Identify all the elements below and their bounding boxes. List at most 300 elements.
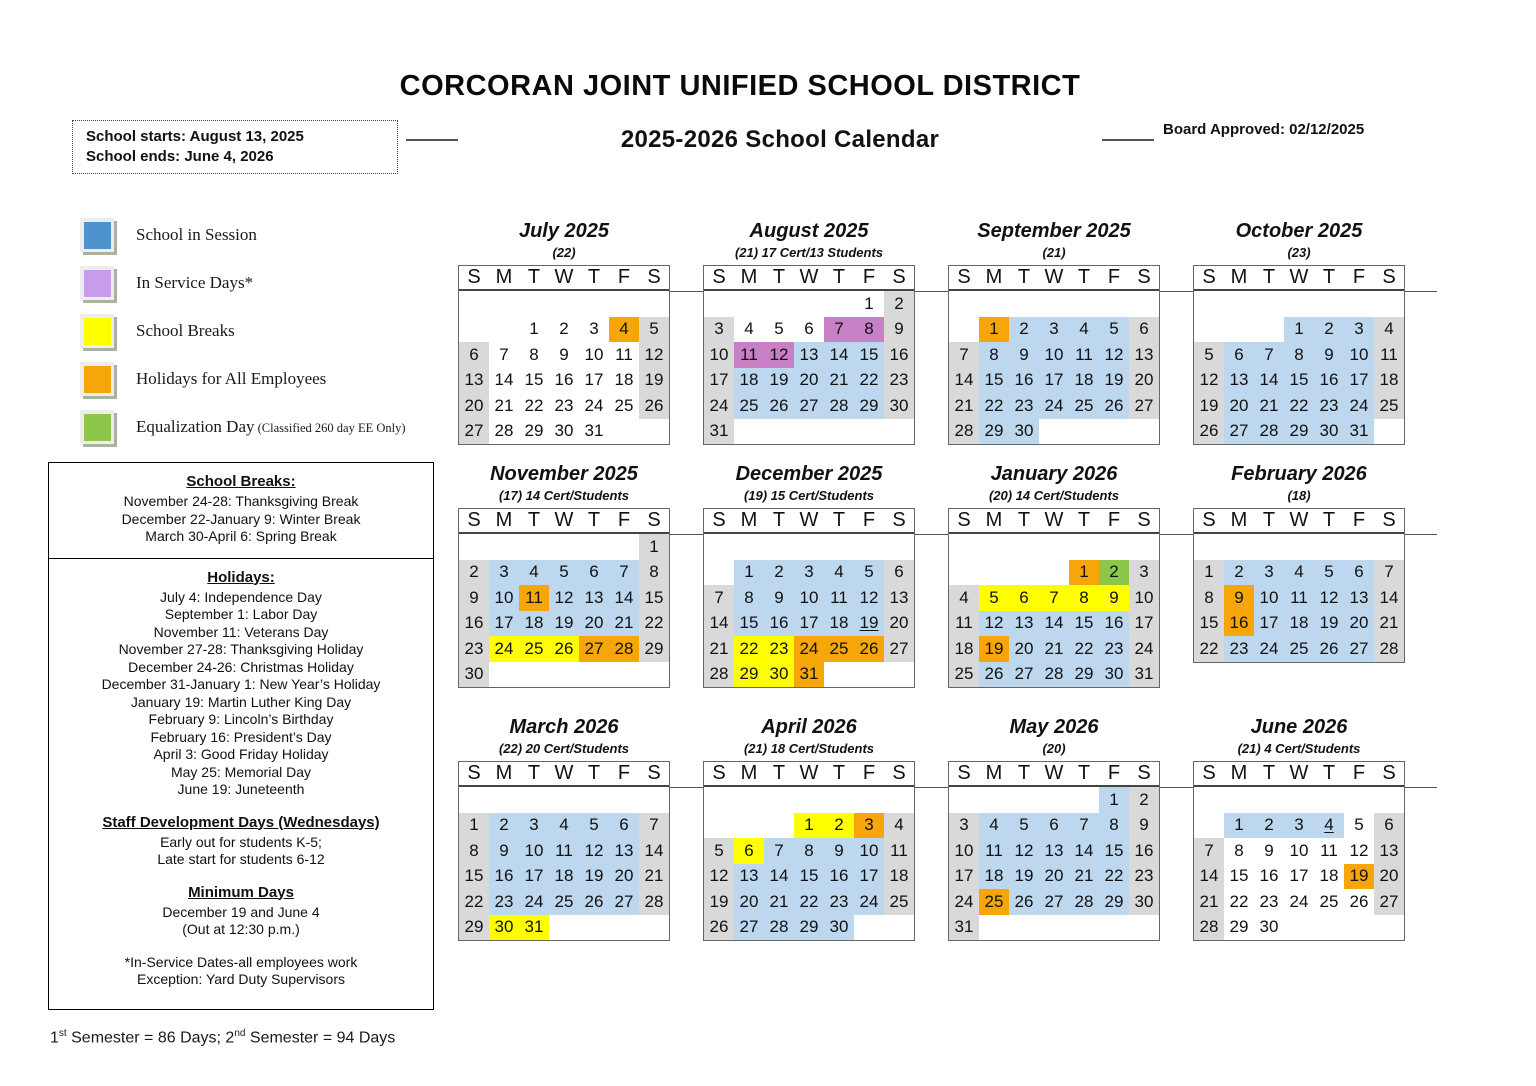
empty-cell [519,787,549,813]
week-row [949,291,1159,317]
week-row [704,393,914,419]
empty-cell [1224,787,1254,813]
day-cell: 4 [1284,560,1314,586]
day-cell: 19 [1344,864,1374,890]
minimum-days-list [55,904,427,939]
week-row [704,636,914,662]
day-cell: 2 [1314,317,1344,343]
month-table [1193,265,1405,445]
empty-cell [734,419,764,445]
day-cell: 23 [489,889,519,915]
day-cell: 3 [519,813,549,839]
month-march-2026 [458,714,670,941]
day-cell: 19 [1314,611,1344,637]
school-breaks-list [55,493,427,546]
empty-cell [1374,419,1404,445]
day-cell: 20 [609,864,639,890]
holiday-item: January 19: Martin Luther King Day [130,693,352,710]
day-cell: 28 [1194,915,1224,941]
minimum-days-block [55,884,427,939]
empty-cell [1314,534,1344,560]
week-row [1194,291,1404,317]
empty-cell [1069,915,1099,941]
day-cell: 17 [1039,368,1069,394]
week-row [704,342,914,368]
day-header: T [1314,509,1344,534]
day-cell: 6 [884,560,914,586]
week-row [1194,560,1404,586]
empty-cell [459,317,489,343]
day-cell: 11 [519,585,549,611]
month-table [703,508,915,688]
week-row [949,813,1159,839]
week-row [459,889,669,915]
day-cell: 4 [824,560,854,586]
day-cell: 14 [489,368,519,394]
empty-cell [549,915,579,941]
legend-label: School in Session [136,225,257,244]
day-cell: 9 [884,317,914,343]
day-cell: 11 [609,342,639,368]
day-header: W [1284,509,1314,534]
day-header: W [794,266,824,291]
day-cell: 28 [1039,662,1069,688]
day-cell: 23 [1099,636,1129,662]
day-cell: 31 [519,915,549,941]
week-row [704,291,914,317]
week-row [704,787,914,813]
day-cell: 9 [1009,342,1039,368]
day-cell: 6 [794,317,824,343]
school-breaks-section [49,463,433,559]
empty-cell [764,291,794,317]
week-row [949,611,1159,637]
week-row [704,611,914,637]
day-cell: 23 [459,636,489,662]
day-cell: 20 [579,611,609,637]
day-header: T [1314,266,1344,291]
staff-development-heading: Staff Development Days (Wednesdays) [102,813,380,831]
day-cell: 1 [1284,317,1314,343]
day-cell: 24 [1284,889,1314,915]
empty-cell [1129,915,1159,941]
day-cell: 26 [549,636,579,662]
week-row [459,585,669,611]
empty-cell [824,662,854,688]
empty-cell [704,534,734,560]
day-cell: 8 [1224,838,1254,864]
day-cell: 29 [639,636,669,662]
empty-cell [884,787,914,813]
footnote-line: *In-Service Dates-all employees work [124,953,358,970]
title-dash-left [406,139,458,141]
day-cell: 11 [1314,838,1344,864]
day-cell: 25 [519,636,549,662]
day-cell: 14 [1194,864,1224,890]
day-cell: 25 [824,636,854,662]
day-cell: 8 [1069,585,1099,611]
day-cell: 30 [764,662,794,688]
day-cell: 30 [459,662,489,688]
legend-item-holidays [80,362,440,396]
day-cell: 8 [794,838,824,864]
day-cell: 14 [609,585,639,611]
empty-cell [1099,534,1129,560]
empty-cell [489,662,519,688]
day-cell: 22 [639,611,669,637]
day-cell: 26 [1344,889,1374,915]
day-cell: 26 [979,662,1009,688]
day-cell: 28 [1374,636,1404,662]
day-cell: 14 [1039,611,1069,637]
empty-cell [1224,317,1254,343]
day-cell: 30 [824,915,854,941]
day-cell: 4 [734,317,764,343]
day-cell: 31 [579,419,609,445]
month-title: August 2025 [749,220,869,242]
day-cell: 17 [519,864,549,890]
day-cell: 4 [884,813,914,839]
holidays-heading: Holidays: [207,568,275,586]
day-cell: 15 [734,611,764,637]
day-header: T [579,509,609,534]
equalization-day-color [84,414,111,441]
day-header: S [704,509,734,534]
month-title: October 2025 [1235,220,1363,242]
day-header: M [979,266,1009,291]
day-cell: 28 [764,915,794,941]
day-cell: 28 [1069,889,1099,915]
month-title: September 2025 [977,220,1131,242]
day-header: T [1069,266,1099,291]
day-header: T [764,509,794,534]
day-cell: 21 [639,864,669,890]
day-cell: 9 [1129,813,1159,839]
day-cell: 14 [1069,838,1099,864]
day-header: S [639,509,669,534]
day-cell: 29 [519,419,549,445]
day-cell: 25 [609,393,639,419]
months-row [458,461,1405,688]
day-cell: 28 [949,419,979,445]
week-row [704,419,914,445]
day-cell: 28 [489,419,519,445]
day-cell: 2 [1009,317,1039,343]
month-title: May 2026 [1009,716,1099,738]
day-cell: 24 [1344,393,1374,419]
day-cell: 16 [1224,611,1254,637]
day-cell: 4 [1374,317,1404,343]
equalization-day-swatch [80,410,114,444]
holiday-item: September 1: Labor Day [164,606,318,622]
week-row [704,534,914,560]
empty-cell [609,787,639,813]
day-cell: 29 [1224,915,1254,941]
day-cell: 2 [1254,813,1284,839]
day-cell: 6 [1374,813,1404,839]
empty-cell [734,813,764,839]
day-cell: 11 [1284,585,1314,611]
school-break-item: December 22-January 9: Winter Break [121,510,361,527]
day-cell: 1 [979,317,1009,343]
day-header: F [1099,762,1129,787]
school-breaks-heading: School Breaks: [186,473,296,490]
empty-cell [824,291,854,317]
day-cell: 16 [549,368,579,394]
empty-cell [519,662,549,688]
day-cell: 1 [1069,560,1099,586]
day-cell: 22 [519,393,549,419]
empty-cell [1284,787,1314,813]
day-header: W [794,762,824,787]
empty-cell [579,787,609,813]
empty-cell [979,291,1009,317]
empty-cell [579,291,609,317]
day-cell: 9 [1254,838,1284,864]
day-cell: 11 [1069,342,1099,368]
day-cell: 30 [549,419,579,445]
day-cell: 29 [979,419,1009,445]
day-header: F [854,509,884,534]
month-title: March 2026 [509,716,619,738]
day-cell: 10 [1344,342,1374,368]
week-row [1194,915,1404,941]
day-cell: 12 [854,585,884,611]
day-cell: 23 [1129,864,1159,890]
day-header: S [1129,509,1159,534]
day-cell: 25 [1374,393,1404,419]
day-cell: 8 [854,317,884,343]
empty-cell [1039,560,1069,586]
empty-cell [1284,915,1314,941]
school-ends: School ends: June 4, 2026 [86,148,274,165]
empty-cell [704,787,734,813]
empty-cell [1129,419,1159,445]
day-cell: 24 [794,636,824,662]
day-cell: 29 [1069,662,1099,688]
school-break-item: March 30-April 6: Spring Break [145,528,337,544]
day-cell: 25 [1284,636,1314,662]
day-header: M [489,509,519,534]
day-cell: 1 [1224,813,1254,839]
day-cell: 16 [824,864,854,890]
day-cell: 31 [949,915,979,941]
week-row [1194,317,1404,343]
day-cell: 9 [1314,342,1344,368]
day-cell: 11 [979,838,1009,864]
day-cell: 21 [1374,611,1404,637]
month-subtitle: (18) [1287,488,1311,503]
day-header: S [884,762,914,787]
empty-cell [609,291,639,317]
school-starts: School starts: August 13, 2025 [86,128,304,145]
day-cell: 16 [489,864,519,890]
day-cell: 9 [764,585,794,611]
holiday-item: April 3: Good Friday Holiday [153,746,329,762]
day-cell: 20 [1374,864,1404,890]
day-header: T [519,266,549,291]
empty-cell [704,813,734,839]
empty-cell [764,787,794,813]
day-cell: 31 [794,662,824,688]
day-cell: 30 [1254,915,1284,941]
day-header: T [824,266,854,291]
empty-cell [734,534,764,560]
day-cell: 31 [1344,419,1374,445]
day-header: T [579,266,609,291]
week-row [1194,611,1404,637]
day-cell: 12 [1099,342,1129,368]
day-cell: 7 [1194,838,1224,864]
day-cell: 18 [519,611,549,637]
day-cell: 6 [1009,585,1039,611]
week-row [459,368,669,394]
week-row [1194,368,1404,394]
calendar-title: 2025-2026 School Calendar [620,126,940,153]
day-cell: 28 [639,889,669,915]
day-cell: 9 [459,585,489,611]
day-cell: 30 [1099,662,1129,688]
day-cell: 7 [949,342,979,368]
day-cell: 20 [794,368,824,394]
week-row [949,838,1159,864]
empty-cell [1314,291,1344,317]
day-cell: 21 [949,393,979,419]
day-cell: 19 [764,368,794,394]
day-cell: 25 [734,393,764,419]
day-header: S [1374,266,1404,291]
day-cell: 24 [1254,636,1284,662]
day-cell: 24 [949,889,979,915]
empty-cell [704,291,734,317]
day-cell: 12 [639,342,669,368]
day-cell: 21 [704,636,734,662]
day-cell: 8 [519,342,549,368]
holiday-item: June 19: Juneteenth [177,781,305,797]
empty-cell [1069,419,1099,445]
empty-cell [549,534,579,560]
day-cell: 13 [609,838,639,864]
day-cell: 12 [1194,368,1224,394]
day-cell: 1 [639,534,669,560]
minimum-day-underline: 19 [859,613,879,633]
day-header: W [1039,762,1069,787]
day-cell: 19 [1009,864,1039,890]
day-header: T [1254,509,1284,534]
day-header: M [979,762,1009,787]
day-cell: 11 [549,838,579,864]
month-table [458,761,670,941]
week-row [1194,864,1404,890]
day-header: T [824,762,854,787]
empty-cell [489,317,519,343]
week-row [949,534,1159,560]
day-header: S [1129,266,1159,291]
day-cell: 23 [1224,636,1254,662]
day-cell: 10 [704,342,734,368]
day-header: S [1194,762,1224,787]
day-cell: 29 [1284,419,1314,445]
day-cell: 18 [734,368,764,394]
day-cell: 26 [1194,419,1224,445]
day-cell: 22 [459,889,489,915]
week-row [459,534,669,560]
day-cell: 23 [1254,889,1284,915]
empty-cell [884,534,914,560]
week-row [704,838,914,864]
day-cell: 3 [949,813,979,839]
week-row [949,889,1159,915]
month-december-2025 [703,461,915,688]
day-header: F [1344,762,1374,787]
empty-cell [949,560,979,586]
day-cell: 27 [1224,419,1254,445]
day-header: S [1374,509,1404,534]
legend-label: In Service Days* [136,273,254,292]
day-cell: 6 [1039,813,1069,839]
day-cell: 4 [519,560,549,586]
month-table [458,508,670,688]
empty-cell [489,787,519,813]
empty-cell [949,291,979,317]
empty-cell [1069,787,1099,813]
empty-cell [1194,291,1224,317]
day-cell: 21 [489,393,519,419]
day-cell: 2 [1224,560,1254,586]
holiday-item: February 9: Lincoln’s Birthday [148,711,334,727]
day-cell: 24 [854,889,884,915]
day-cell: 9 [1099,585,1129,611]
empty-cell [1129,534,1159,560]
day-cell [854,611,884,637]
day-cell: 20 [734,889,764,915]
empty-cell [1009,534,1039,560]
day-cell: 21 [824,368,854,394]
day-cell: 22 [794,889,824,915]
day-cell: 9 [1224,585,1254,611]
day-header: F [609,266,639,291]
day-header: T [1069,509,1099,534]
day-header: W [1284,762,1314,787]
day-cell: 26 [579,889,609,915]
day-cell: 26 [704,915,734,941]
staff-development-item: Late start for students 6-12 [157,851,325,867]
day-cell: 16 [1254,864,1284,890]
week-row [949,393,1159,419]
day-cell: 22 [1284,393,1314,419]
month-title: January 2026 [990,463,1118,485]
day-cell: 6 [579,560,609,586]
day-cell: 20 [1039,864,1069,890]
day-cell: 19 [549,611,579,637]
day-cell: 10 [489,585,519,611]
day-cell: 17 [1284,864,1314,890]
week-row [459,291,669,317]
day-cell: 7 [1069,813,1099,839]
month-may-2026 [948,714,1160,941]
day-cell: 7 [1254,342,1284,368]
day-cell: 8 [734,585,764,611]
day-cell: 11 [884,838,914,864]
empty-cell [1099,419,1129,445]
day-cell: 5 [579,813,609,839]
month-title: June 2026 [1250,716,1348,738]
day-cell: 8 [459,838,489,864]
day-header: W [549,762,579,787]
empty-cell [1254,317,1284,343]
week-row [949,585,1159,611]
month-subtitle: (22) [552,245,576,260]
